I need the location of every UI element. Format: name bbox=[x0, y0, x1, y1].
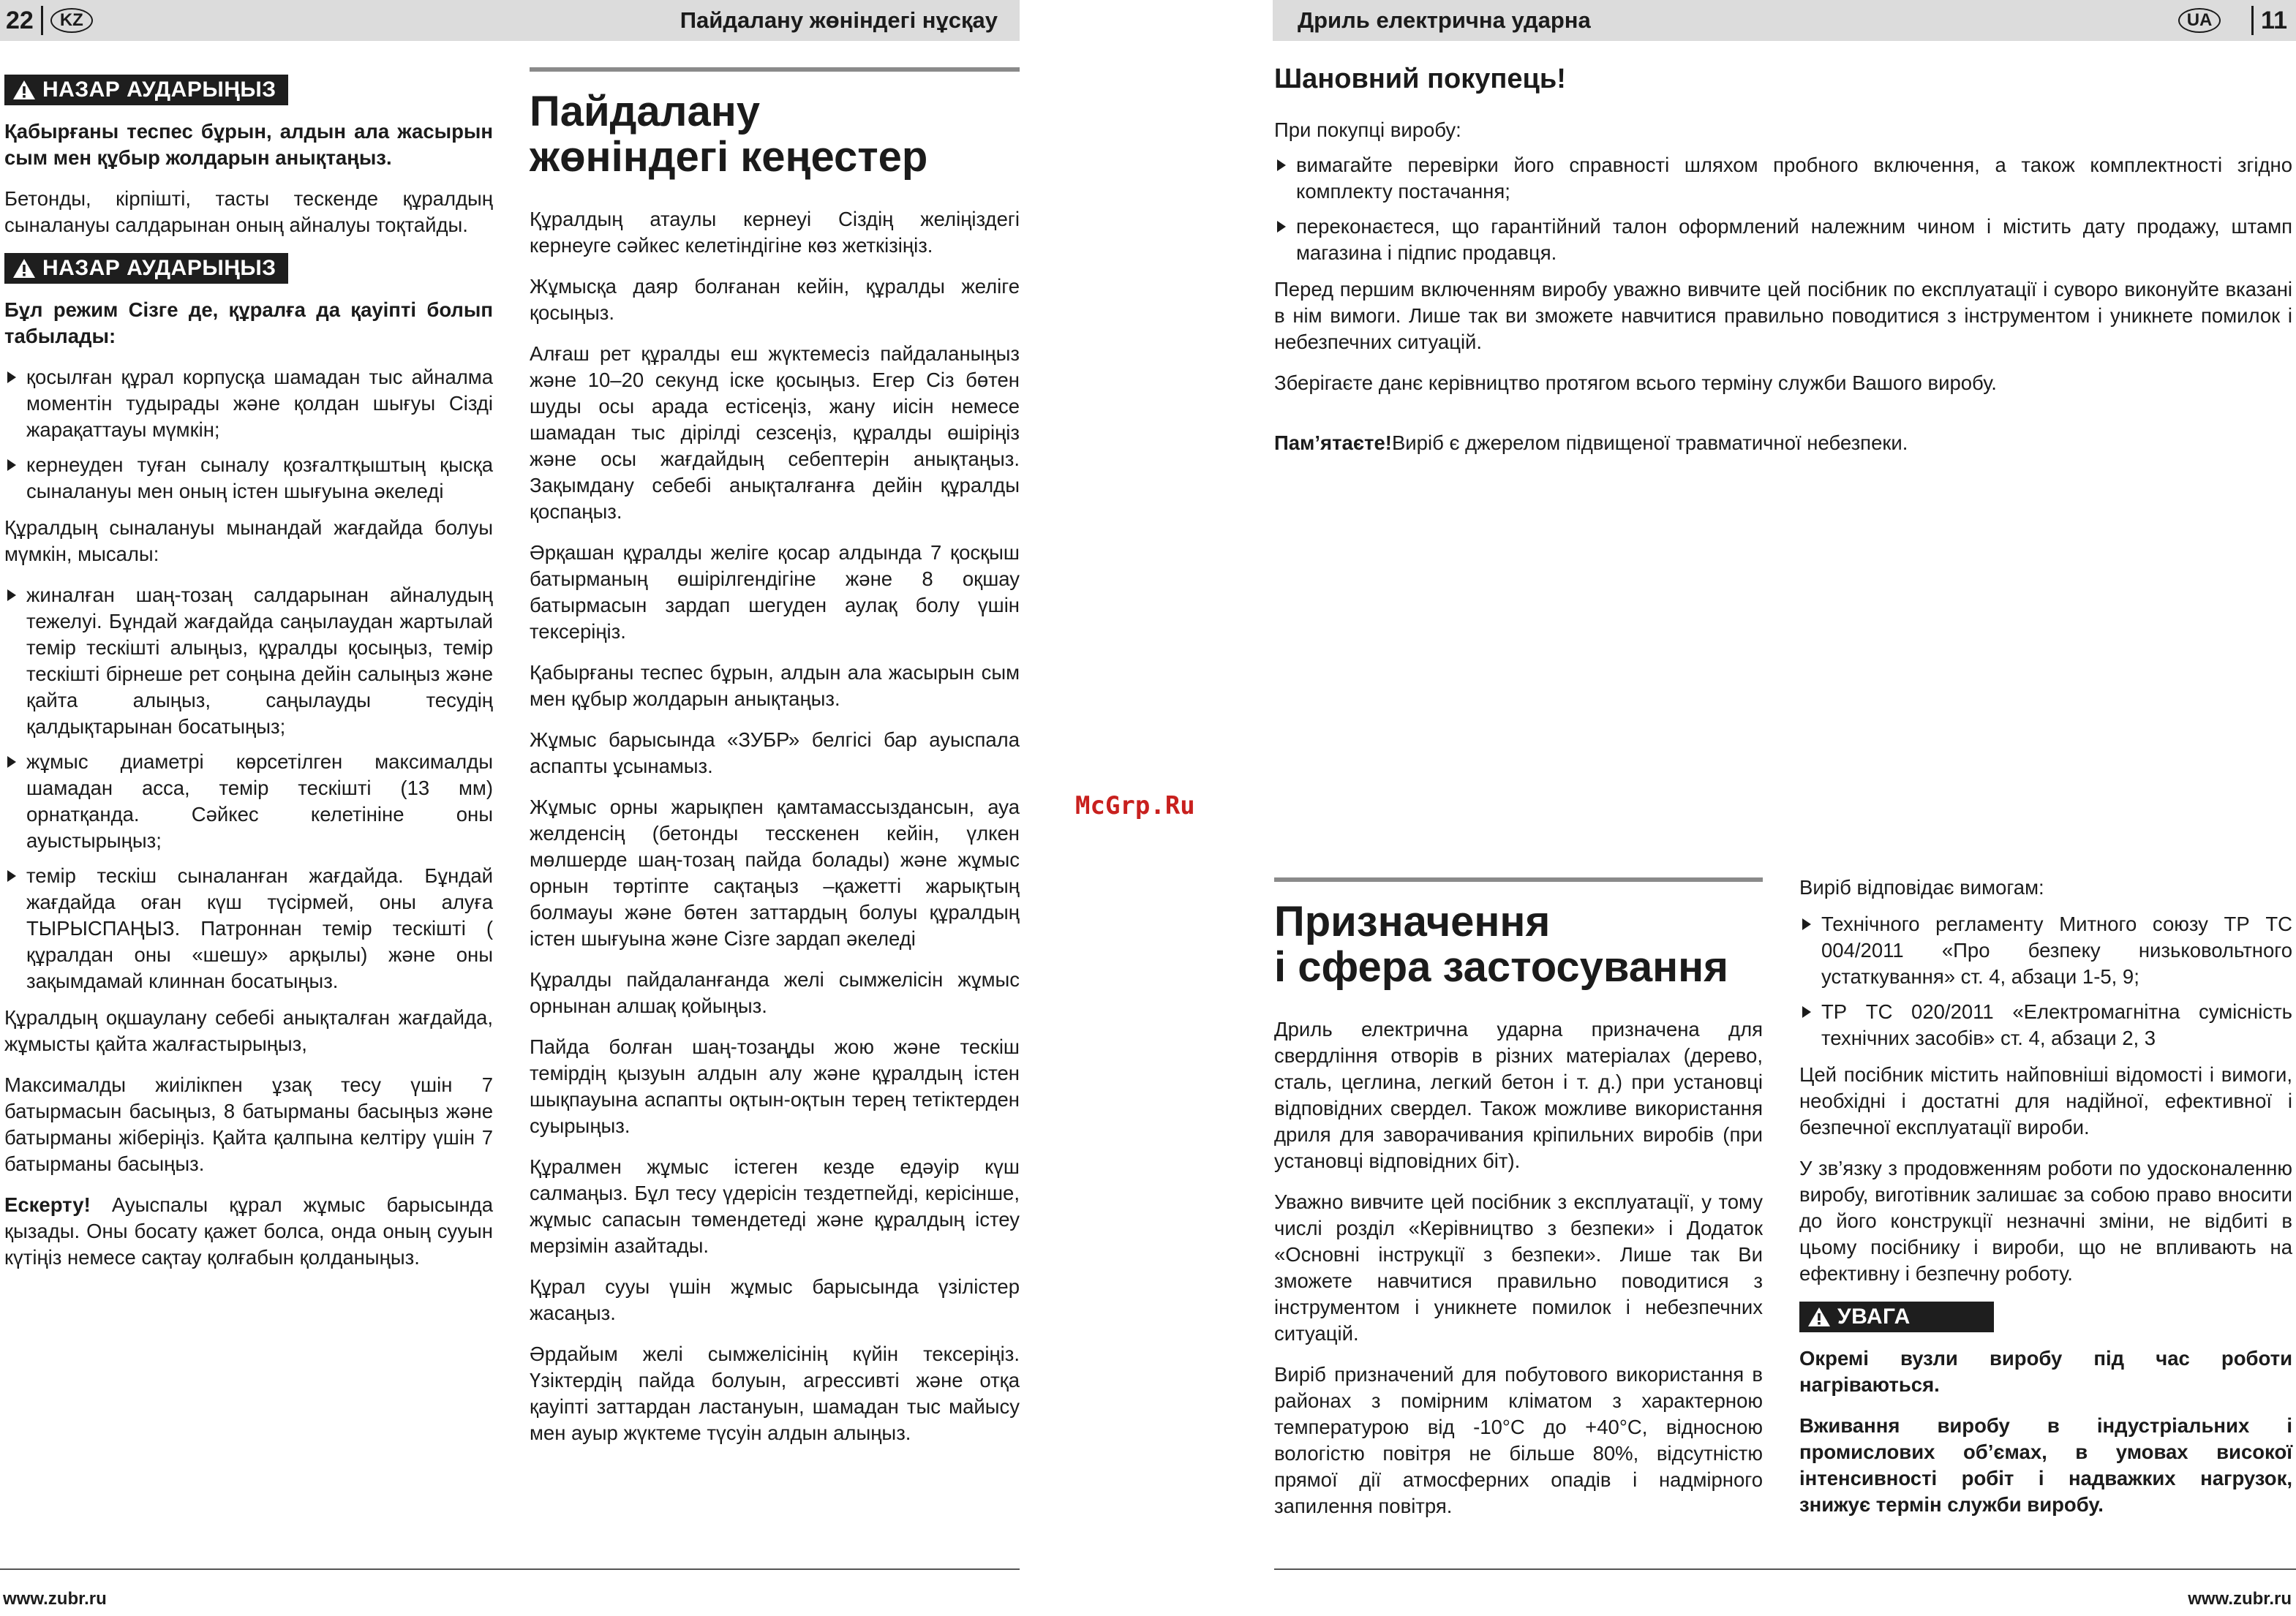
list-item: жұмыс диаметрі көрсетілген максималды шамадан асса, темір тескішті (13 мм) орнатқанда. Сәйкес келетініне оны ауыстырыңыз; bbox=[4, 749, 493, 854]
kz-column-2 bbox=[530, 67, 1020, 1461]
warning-text: Вживання виробу в індустріальних і промислових об’ємах, в умовах високої інтенсивності робіт і надважких нагрузок, знижує термін служби виробу. bbox=[1799, 1414, 2292, 1516]
list-item: жиналған шаң-тозаң салдарынан айналудың тежелуі. Бұндай жағдайда саңылаудан жартылай темір тескішті алыңыз, құралды қосыңыз, темір тескішті бірнеше рет соңына дейін салыңыз және қайта алыңыз, саңылауды тесудің қалдықтарынан босатыңыз; bbox=[4, 582, 493, 740]
bullet-icon bbox=[7, 870, 16, 882]
paragraph: Пайда болған шаң-тозаңды жою және тескіш темірдің қызуын алдын алу және құралдың істен шықпауына аспапты оқтын-оқтын терең тетіктерден суырыңыз. bbox=[530, 1035, 1020, 1137]
paragraph: Құралдың сыналануы мынандай жағдайда болуы мүмкін, мысалы: bbox=[4, 516, 493, 565]
bullet-icon bbox=[1802, 918, 1811, 930]
remember-label: Пам’ятаєте! bbox=[1274, 431, 1392, 454]
requirements-lead: Виріб відповідає вимогам: bbox=[1799, 876, 2044, 899]
bullet-icon bbox=[1277, 159, 1286, 171]
paragraph: Дриль електрична ударна призначена для свердління отворів в різних матеріалах (дерево, сталь, цеглина, легкий бетон і т. д.) при установці відповідних свердел. Також можливе використання дриля для заворачивания кріпильних виробів (при установці відповідних біт). bbox=[1274, 1018, 1763, 1172]
list-item: Технічного регламенту Митного союзу ТР ТС 004/2011 «Про безпеку низьковольтного устаткування» ст. 4, абзаци 1-5, 9; bbox=[1799, 911, 2292, 990]
paragraph: Бетонды, кірпішті, тасты тескенде құралдың сыналануы салдарынан оның айналуы тоқтайды. bbox=[4, 187, 493, 236]
watermark: McGrp.Ru bbox=[1075, 791, 1195, 820]
left-header-bar bbox=[0, 0, 1020, 41]
bullet-icon bbox=[1277, 221, 1286, 233]
paragraph: Цей посібник містить найповніші відомості і вимоги, необхідні і достатні для надійної, ефективної і безпечної експлуатації вироби. bbox=[1799, 1063, 2292, 1139]
ua-column-2 bbox=[1799, 875, 2292, 1533]
right-page bbox=[1273, 0, 2296, 1616]
paragraph: Құралдың атаулы кернеуі Сіздің желіңіздегі кернеуге сәйкес келетіндігіне көз жеткізіңіз. bbox=[530, 208, 1020, 257]
paragraph: Құралмен жұмыс істеген кезде едәуір күш салмаңыз. Бұл тесу үдерісін тездетпейді, керісінше, жұмыс сапасын төмендетеді және құралдың істеу мерзімін азайтады. bbox=[530, 1155, 1020, 1257]
language-badge: KZ bbox=[50, 8, 93, 33]
bullet-list bbox=[1274, 152, 2292, 266]
header-divider bbox=[41, 6, 43, 35]
footer-divider bbox=[1274, 1568, 2296, 1570]
greeting: Шановний покупець! bbox=[1274, 64, 1566, 94]
footer-divider bbox=[0, 1568, 1020, 1570]
bullet-list bbox=[1799, 911, 2292, 1051]
bullet-icon bbox=[7, 371, 16, 383]
language-badge: UA bbox=[2178, 8, 2221, 33]
warning-label: НАЗАР АУДАРЫҢЫЗ bbox=[42, 256, 276, 280]
section-title: Пайдалану жөніндегі кеңестер bbox=[530, 67, 1020, 180]
bullet-icon bbox=[7, 756, 16, 768]
header-title: Дриль електрична ударна bbox=[1298, 7, 1591, 33]
list-item: ТР ТС 020/2011 «Електромагнітна сумісність технічних засобів» ст. 4, абзаци 2, 3 bbox=[1799, 999, 2292, 1051]
paragraph: Виріб призначений для побутового використання в районах з помірним кліматом з характерною температурою від -10°С до +40°С, відносною вологістю повітря не більше 80%, відсутністю прямої дії атмосферних опадів і надмірного запилення повітря. bbox=[1274, 1363, 1763, 1517]
paragraph: Құралды пайдаланғанда желі сымжелісін жұмыс орнынан алшақ қойыңыз. bbox=[530, 968, 1020, 1017]
warning-icon bbox=[1807, 1306, 1832, 1328]
page-number: 11 bbox=[2261, 6, 2287, 34]
page-number: 22 bbox=[6, 6, 34, 34]
warning-box bbox=[4, 253, 288, 284]
paragraph: Құрал сууы үшін жұмыс барысында үзілістер жасаңыз. bbox=[530, 1275, 1020, 1324]
header-title: Пайдалану жөніндегі нұсқау bbox=[680, 7, 998, 33]
warning-box bbox=[4, 75, 288, 105]
header-divider bbox=[2251, 6, 2254, 35]
ua-column-1 bbox=[1274, 877, 1763, 1534]
remember-paragraph bbox=[1274, 430, 2292, 456]
list-item: переконаєтеся, що гарантійний талон оформлений належним чином і містить дату продажу, штамп магазина і підпис продавця. bbox=[1274, 214, 2292, 266]
paragraph: Әрқашан құралды желіге қосар алдында 7 қосқыш батырманың өшірілгендігіне және 8 оқшау батырмасын зардап шегуден аулақ болу үшін тексеріңіз. bbox=[530, 541, 1020, 643]
list-item: кернеуден туған сыналу қозғалтқыштың қысқа сыналануы мен оның істен шығуына әкеледі bbox=[4, 452, 493, 505]
warning-text: Бұл режим Сізге де, құралға да қауіпті болып табылады: bbox=[4, 298, 493, 347]
kz-column-1 bbox=[4, 75, 493, 1285]
paragraph: Перед першим включенням виробу уважно вивчите цей посібник по експлуатації і суворо виконуйте вказані в нім вимоги. Лише так ви зможете навчитися правильно поводитися з інструментом і уникнете помилок і небезпечних ситуацій. bbox=[1274, 278, 2292, 353]
list-item: вимагайте перевірки його справності шляхом пробного включення, а також комплектності згідно комплекту постачання; bbox=[1274, 152, 2292, 205]
warning-label: НАЗАР АУДАРЫҢЫЗ bbox=[42, 78, 276, 102]
paragraph: Жұмысқа даяр болғанан кейін, құралды желіге қосыңыз. bbox=[530, 275, 1020, 324]
paragraph: Қабырғаны теспес бұрын, алдын ала жасырын сым мен құбыр жолдарын анықтаңыз. bbox=[530, 661, 1020, 710]
bullet-list bbox=[4, 582, 493, 994]
paragraph: Максималды жиілікпен ұзақ тесу үшін 7 батырмасын басыңыз, 8 батырманы басыңыз және батырманы жіберіңіз. Қайта қалпына келтіру үшін 7 батырманы басыңыз. bbox=[4, 1073, 493, 1175]
section-title: Призначення і сфера застосування bbox=[1274, 877, 1763, 990]
note-text: Ауыспалы құрал жұмыс барысында қызады. Оны босату қажет болса, онда оның сууын күтіңіз немесе сақтау қолғабын қолданыңыз. bbox=[4, 1193, 493, 1269]
warning-text: Окремі вузли виробу під час роботи нагріваються. bbox=[1799, 1347, 2292, 1396]
paragraph: Әрдайым желі сымжелісінің күйін тексеріңіз. Үзіктердің пайда болуын, агрессивті және отқа қауіпті заттардан ластануын, шамадан тыс майысу мен ауыр жүктеме түсуін алдын алыңыз. bbox=[530, 1343, 1020, 1444]
left-page bbox=[0, 0, 1024, 1616]
paragraph: Зберігаєте данє керівництво протягом всього терміну служби Вашого виробу. bbox=[1274, 371, 1997, 394]
purchase-lead: При покупці виробу: bbox=[1274, 118, 1461, 141]
paragraph: Жұмыс барысында «ЗУБР» белгісі бар ауыспала аспапты ұсынамыз. bbox=[530, 728, 1020, 777]
warning-box bbox=[1799, 1302, 1994, 1332]
bullet-list bbox=[4, 364, 493, 505]
footer-url: www.zubr.ru bbox=[2188, 1589, 2292, 1609]
warning-text: Қабырғаны теспес бұрын, алдын ала жасырын сым мен құбыр жолдарын анықтаңыз. bbox=[4, 120, 493, 169]
paragraph: Жұмыс орны жарықпен қамтамассыздансын, ауа желденсің (бетонды тесскенен кейін, үлкен мөлшерде шаң-тозаң пайда болады) және жұмыс орнын төртіпте сақтаңыз –қажетті жарықтың болмауы және бөтен заттардың болуы құралдың істен шығуына және Сізге зардап әкеледі bbox=[530, 796, 1020, 950]
remember-text: Виріб є джерелом підвищеної травматичної небезпеки. bbox=[1391, 431, 1908, 454]
list-item: қосылған құрал корпусқа шамадан тыс айналма моментін тудырады және қолдан шығуы Сізді жарақаттауы мүмкін; bbox=[4, 364, 493, 443]
bullet-icon bbox=[7, 459, 16, 471]
paragraph: Құралдың оқшаулану себебі анықталған жағдайда, жұмысты қайта жалғастырыңыз, bbox=[4, 1006, 493, 1055]
note-label: Ескерту! bbox=[4, 1193, 91, 1216]
footer-url: www.zubr.ru bbox=[3, 1589, 107, 1609]
warning-icon bbox=[12, 79, 37, 101]
bullet-icon bbox=[7, 589, 16, 601]
paragraph: Алғаш рет құралды еш жүктемесіз пайдаланыңыз және 10–20 секунд іске қосыңыз. Егер Сіз бөтен шуды осы арада естісеңіз, жану иісін немесе шамадан тыс дірілді сезсеңіз, құралды өшіріңіз және осы жағдайдың себептерін анықтаңыз. Зақымдану себебі анықталғанға дейін құралды қоспаңыз. bbox=[530, 342, 1020, 523]
paragraph: Уважно вивчите цей посібник з експлуатації, у тому числі розділ «Керівництво з безпеки» і Додаток «Основні інструкції з безпеки». Лише так Ви зможете навчитися правильно поводитися з інструментом і уникнете помилок і небезпечних ситуацій. bbox=[1274, 1190, 1763, 1345]
bullet-icon bbox=[1802, 1006, 1811, 1018]
right-header-bar bbox=[1273, 0, 2296, 41]
paragraph: У зв’язку з продовженням роботи по удосконаленню виробу, виготівник залишає за собою право вносити до його конструкції незначні зміни, не відбиті в цьому посібнику і вироби, що не впливають на ефективну і безпечну роботу. bbox=[1799, 1157, 2292, 1285]
warning-icon bbox=[12, 257, 37, 279]
list-item: темір тескіш сыналанған жағдайда. Бұндай жағдайда оған күш түсірмей, оны алуға ТЫРЫСПАҢЫЗ. Патроннан темір тескішті ( құралдан оны «шешу» арқылы) және оны зақымдамай клиннан босатыңыз. bbox=[4, 863, 493, 994]
ua-intro bbox=[1274, 58, 2292, 471]
note-paragraph bbox=[4, 1192, 493, 1271]
warning-label: УВАГА bbox=[1837, 1304, 1911, 1329]
